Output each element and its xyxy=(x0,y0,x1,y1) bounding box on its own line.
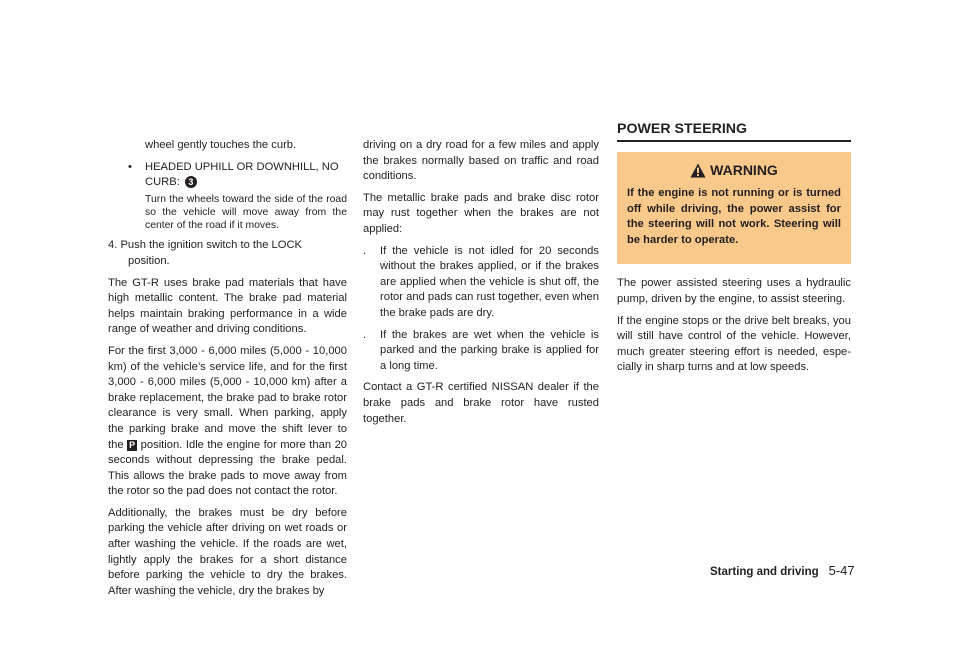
bullet-item-uphill xyxy=(108,160,347,191)
section-heading: POWER STEERING xyxy=(617,120,851,142)
step-4-text: 4. Push the ignition switch to the LOCK xyxy=(108,239,303,252)
warning-triangle-icon xyxy=(690,163,706,178)
paragraph-brake-pads: The GT-R uses brake pad materials that have high metallic content. The brake pad material helps maintain braking performance in a wide range of weather and driving conditions. xyxy=(108,276,347,336)
page-number: 5-47 xyxy=(828,563,855,578)
paragraph-first-miles-b: position. Idle the engine for more than 20 seconds without depressing the brake pedal. This allows the brake pads to move away from the rotor so the pad does not contact the rotor. xyxy=(108,438,348,498)
warning-label: WARNING xyxy=(710,162,778,178)
bullet-text: HEADED UPHILL OR DOWNHILL, NO CURB: xyxy=(145,160,339,189)
warning-box xyxy=(617,152,851,264)
bullet-subtext: Turn the wheels toward the side of the road so the vehicle will move away from the center of the road if it moves. xyxy=(145,193,347,232)
warning-header xyxy=(627,160,841,180)
column-middle xyxy=(363,138,599,433)
paragraph-first-miles-a: For the first 3,000 - 6,000 miles (5,000 - 10,000 km) of the vehicle’s service life, and for the first 3,000 - 6,000 miles (5,000 - 10,000 km) after a brake replacement, the brake pad to brake rotor clearance is very small. When parking, apply the parking brake and move the shift lever to the xyxy=(108,344,347,451)
footer-section: Starting and driving xyxy=(710,566,819,578)
paragraph-first-miles xyxy=(108,344,347,500)
page-footer xyxy=(710,563,855,578)
bullet-text: If the vehicle is not idled for 20 seconds without the brakes applied, or if the brakes are applied when the vehicle is shut off, the rotor and pads can rust together, even when the brake pads are dry. xyxy=(380,244,599,319)
column-left xyxy=(108,138,347,605)
bullet-item-wet xyxy=(363,328,599,375)
bullet-text: If the brakes are wet when the vehicle is parked and the parking brake is applied for a long time. xyxy=(380,328,599,372)
paragraph-dry-brakes: Additionally, the brakes must be dry before parking the vehicle after driving on wet roads or after washing the vehicle. If the roads are wet, lightly apply the brakes for a short distance before parking the vehicle to dry the brakes. After washing the vehicle, dry the brakes by xyxy=(108,506,347,597)
callout-number: 3 xyxy=(185,176,197,188)
step-4 xyxy=(108,238,347,269)
paragraph-rust: The metallic brake pads and brake disc rotor may rust together when the brakes are not applied: xyxy=(363,191,599,235)
bullet-item-idle xyxy=(363,244,599,322)
paragraph-dealer: Contact a GT-R certified NISSAN dealer if the brake pads and brake rotor have rusted together. xyxy=(363,381,599,425)
warning-text: If the engine is not running or is turned off while driving, the power assist for the steering will not work. Steering will be harder to operate. xyxy=(627,187,841,246)
continued-text: wheel gently touches the curb. xyxy=(145,139,297,151)
park-symbol-icon: P xyxy=(129,439,136,450)
bullet-marker: . xyxy=(363,244,367,257)
bullet-marker: . xyxy=(363,328,367,341)
paragraph-hydraulic: The power assisted steering uses a hydraulic pump, driven by the engine, to assist steering. xyxy=(617,277,851,305)
paragraph-dry-road: driving on a dry road for a few miles and apply the brakes normally based on traffic and road conditions. xyxy=(363,139,599,183)
paragraph-engine-stops: If the engine stops or the drive belt breaks, you will still have control of the vehicle. However, much greater steering effort is needed, espe-cially in sharp turns and at low speeds. xyxy=(617,314,851,374)
bullet-marker: • xyxy=(128,160,132,173)
step-4-continued: position. xyxy=(128,254,170,267)
column-right xyxy=(617,120,851,382)
